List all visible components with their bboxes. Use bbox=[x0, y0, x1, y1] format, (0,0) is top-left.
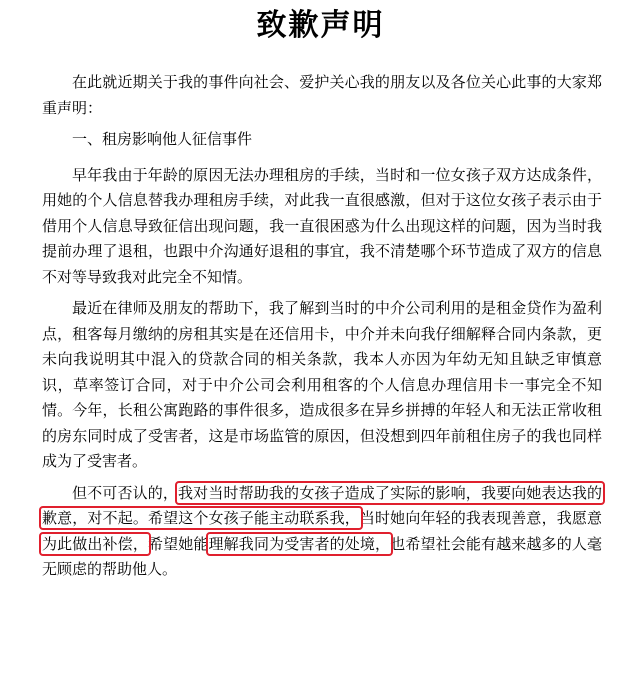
paragraph-3-part-1: 但不可否认的， bbox=[72, 483, 179, 502]
intro-paragraph: 在此就近期关于我的事件向社会、爱护关心我的朋友以及各位关心此事的大家郑重声明： bbox=[42, 73, 602, 117]
paragraph-3 bbox=[42, 481, 602, 583]
section-heading: 一、租房影响他人征信事件 bbox=[72, 130, 253, 148]
highlight-understanding: 理解我同为受害者的处境， bbox=[208, 534, 391, 553]
highlight-apology: 我对当时帮助我的女孩子造成了实际的影响，我要向她表达我的歉意，对不起。希望这个女孩子能主动联系我， bbox=[42, 483, 602, 527]
paragraph-3-part-3: 当时她向年轻的我表现善意，我愿意 bbox=[359, 509, 602, 527]
document-title: 致歉声明 bbox=[256, 8, 385, 43]
highlight-compensation: 为此做出补偿， bbox=[42, 534, 148, 553]
paragraph-3-part-5: 希望她能 bbox=[147, 534, 209, 553]
paragraph-2: 最近在律师及朋友的帮助下，我了解到当时的中介公司利用的是租金贷作为盈利点，租客每月缴纳的房租其实是在还信用卡，中介并未向我仔细解释合同内条款，更未向我说明其中混入的贷款合同的相关条款，我本人亦因为年幼无知且缺乏审慎意识，草率签订合同，对于中介公司会利用租客的个人信息办理信用卡一事完全不知情。今年，长租公寓跑路的事件很多，造成很多在异乡拼搏的年轻人和无法正常收租的房东同时成了受害者，这是市场监管的原因，但没想到四年前租住房子的我也同样成为了受害者。 bbox=[42, 299, 602, 470]
document-body bbox=[42, 70, 602, 589]
paragraph-1: 早年我由于年龄的原因无法办理租房的手续，当时和一位女孩子双方达成条件，用她的个人信息替我办理租房手续，对此我一直很感激，但对于这位女孩子表示由于借用个人信息导致征信出现问题，我一直很困惑为什么出现这样的问题，因为当时我提前办理了退租，也跟中介沟通好退租的事宜，我不清楚哪个环节造成了双方的信息不对等导致我对此完全不知情。 bbox=[42, 165, 602, 286]
paragraph-3-part-7: 也希望社会能有越来越多的人毫无顾虑的帮助他人。 bbox=[42, 534, 602, 578]
